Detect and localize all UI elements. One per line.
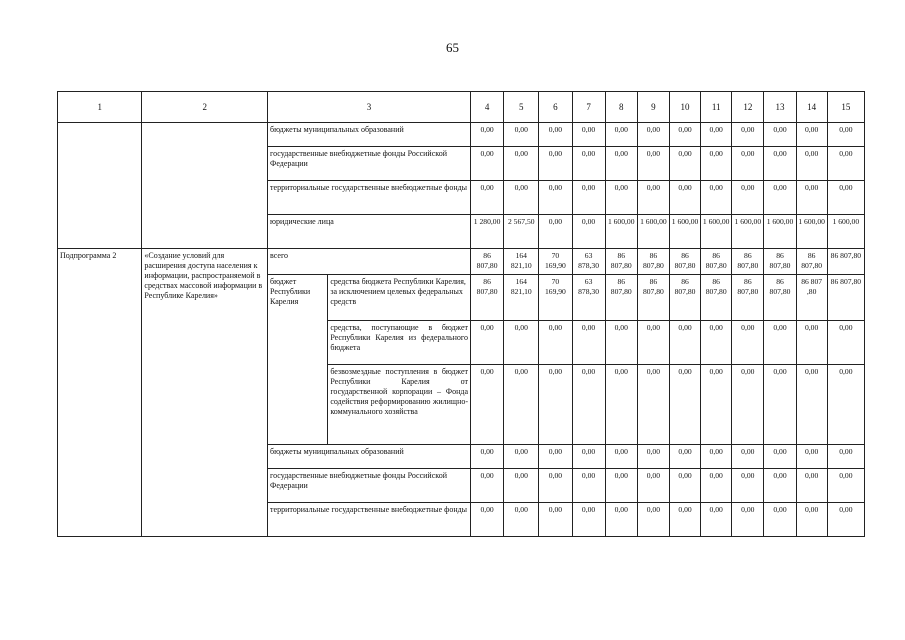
value-cell: 86 807,80: [764, 275, 796, 321]
value-cell: 86 807,80: [637, 275, 669, 321]
value-cell: 0,00: [539, 215, 572, 249]
value-cell: 0,00: [504, 123, 539, 147]
value-cell: 0,00: [471, 123, 504, 147]
value-cell: 0,00: [764, 181, 796, 215]
value-cell: 86 807,80: [471, 275, 504, 321]
value-cell: 86 807,80: [669, 249, 700, 275]
row-label: средства бюджета Республики Карелия, за исключением целевых федеральных средств: [328, 275, 471, 321]
value-cell: 0,00: [471, 365, 504, 445]
value-cell: 0,00: [471, 445, 504, 469]
value-cell: 0,00: [504, 365, 539, 445]
budget-table: [57, 91, 865, 537]
value-cell: 0,00: [764, 321, 796, 365]
value-cell: 0,00: [796, 365, 827, 445]
value-cell: 0,00: [796, 123, 827, 147]
header-cell: 3: [268, 92, 471, 123]
row-label: территориальные государственные внебюджетные фонды: [268, 503, 471, 537]
value-cell: 0,00: [827, 147, 864, 181]
value-cell: 0,00: [504, 321, 539, 365]
value-cell: 0,00: [572, 181, 605, 215]
value-cell: 86 807,80: [669, 275, 700, 321]
row-label: государственные внебюджетные фонды Российской Федерации: [268, 147, 471, 181]
value-cell: 0,00: [732, 321, 764, 365]
header-cell: 12: [732, 92, 764, 123]
value-cell: 0,00: [701, 365, 732, 445]
row-label: средства, поступающие в бюджет Республики Карелия из федерального бюджета: [328, 321, 471, 365]
value-cell: 0,00: [637, 321, 669, 365]
subprogram-name: «Создание условий для расширения доступа населения к информации, распространяемой в средствах массовой информации в Республике Карелия»: [142, 249, 268, 537]
value-cell: 0,00: [827, 123, 864, 147]
value-cell: 0,00: [764, 365, 796, 445]
value-cell: 0,00: [732, 147, 764, 181]
value-cell: 0,00: [504, 503, 539, 537]
value-cell: 0,00: [637, 503, 669, 537]
budget-group-label: бюджет Республики Карелия: [268, 275, 328, 445]
header-cell: 10: [669, 92, 700, 123]
value-cell: 86 807,80: [701, 275, 732, 321]
value-cell: 0,00: [572, 321, 605, 365]
value-cell: 86 807,80: [701, 249, 732, 275]
value-cell: 1 600,00: [796, 215, 827, 249]
row-label: территориальные государственные внебюджетные фонды: [268, 181, 471, 215]
value-cell: 86 807,80: [732, 275, 764, 321]
value-cell: 0,00: [732, 123, 764, 147]
row-label: бюджеты муниципальных образований: [268, 123, 471, 147]
value-cell: 0,00: [539, 503, 572, 537]
value-cell: 0,00: [504, 469, 539, 503]
value-cell: 86 807,80: [637, 249, 669, 275]
header-cell: 5: [504, 92, 539, 123]
value-cell: 1 600,00: [701, 215, 732, 249]
value-cell: 0,00: [605, 123, 637, 147]
subprogram-code: Подпрограмма 2: [58, 249, 142, 537]
value-cell: 0,00: [471, 503, 504, 537]
value-cell: 0,00: [669, 147, 700, 181]
value-cell: 86 807,80: [764, 249, 796, 275]
value-cell: 0,00: [637, 181, 669, 215]
value-cell: 0,00: [471, 147, 504, 181]
row-label: всего: [268, 249, 471, 275]
value-cell: 0,00: [605, 321, 637, 365]
value-cell: 0,00: [764, 147, 796, 181]
value-cell: 0,00: [827, 365, 864, 445]
header-cell: 15: [827, 92, 864, 123]
value-cell: 0,00: [637, 123, 669, 147]
value-cell: 0,00: [605, 147, 637, 181]
header-cell: 13: [764, 92, 796, 123]
value-cell: 0,00: [764, 503, 796, 537]
value-cell: 86 807,80: [471, 249, 504, 275]
page-number: 65: [446, 40, 459, 55]
value-cell: 0,00: [669, 181, 700, 215]
header-cell: 4: [471, 92, 504, 123]
value-cell: 0,00: [637, 365, 669, 445]
value-cell: 0,00: [796, 469, 827, 503]
empty-cell: [142, 123, 268, 249]
value-cell: 0,00: [539, 181, 572, 215]
value-cell: 0,00: [572, 123, 605, 147]
empty-cell: [58, 123, 142, 249]
value-cell: 63 878,30: [572, 249, 605, 275]
header-cell: 9: [637, 92, 669, 123]
value-cell: 0,00: [669, 503, 700, 537]
value-cell: 0,00: [504, 147, 539, 181]
value-cell: 0,00: [669, 445, 700, 469]
value-cell: 0,00: [732, 445, 764, 469]
value-cell: 0,00: [796, 445, 827, 469]
value-cell: 0,00: [701, 147, 732, 181]
header-row: [58, 92, 865, 123]
value-cell: 1 600,00: [669, 215, 700, 249]
value-cell: 0,00: [605, 365, 637, 445]
value-cell: 0,00: [637, 147, 669, 181]
value-cell: 63 878,30: [572, 275, 605, 321]
header-cell: 2: [142, 92, 268, 123]
value-cell: 0,00: [669, 365, 700, 445]
value-cell: 0,00: [572, 445, 605, 469]
value-cell: 164 821,10: [504, 275, 539, 321]
value-cell: 0,00: [732, 365, 764, 445]
value-cell: 0,00: [701, 503, 732, 537]
value-cell: 0,00: [701, 321, 732, 365]
value-cell: 0,00: [827, 181, 864, 215]
value-cell: 0,00: [572, 503, 605, 537]
value-cell: 0,00: [471, 469, 504, 503]
value-cell: 0,00: [539, 123, 572, 147]
value-cell: 70 169,90: [539, 249, 572, 275]
table-row: [58, 123, 865, 147]
value-cell: 2 567,50: [504, 215, 539, 249]
value-cell: 1 280,00: [471, 215, 504, 249]
value-cell: 0,00: [669, 321, 700, 365]
value-cell: 70 169,90: [539, 275, 572, 321]
value-cell: 0,00: [796, 147, 827, 181]
header-cell: 7: [572, 92, 605, 123]
value-cell: 0,00: [471, 321, 504, 365]
value-cell: 0,00: [539, 365, 572, 445]
value-cell: 0,00: [504, 181, 539, 215]
value-cell: 0,00: [827, 321, 864, 365]
row-label: государственные внебюджетные фонды Российской Федерации: [268, 469, 471, 503]
value-cell: 0,00: [504, 445, 539, 469]
value-cell: 0,00: [572, 365, 605, 445]
value-cell: 0,00: [572, 147, 605, 181]
table-row: [58, 249, 865, 275]
header-cell: 14: [796, 92, 827, 123]
value-cell: 0,00: [539, 147, 572, 181]
value-cell: 164 821,10: [504, 249, 539, 275]
value-cell: 86 807,80: [605, 249, 637, 275]
value-cell: 0,00: [572, 469, 605, 503]
value-cell: 0,00: [637, 445, 669, 469]
value-cell: 1 600,00: [827, 215, 864, 249]
value-cell: 0,00: [732, 469, 764, 503]
value-cell: 0,00: [539, 469, 572, 503]
value-cell: 0,00: [796, 321, 827, 365]
row-label: бюджеты муниципальных образований: [268, 445, 471, 469]
value-cell: 86 807,80: [796, 249, 827, 275]
value-cell: 0,00: [732, 181, 764, 215]
value-cell: 0,00: [572, 215, 605, 249]
value-cell: 0,00: [539, 445, 572, 469]
value-cell: 0,00: [605, 445, 637, 469]
value-cell: 0,00: [605, 503, 637, 537]
value-cell: 0,00: [732, 503, 764, 537]
value-cell: 0,00: [701, 445, 732, 469]
header-cell: 6: [539, 92, 572, 123]
value-cell: 0,00: [701, 123, 732, 147]
value-cell: 86 807,80: [827, 275, 864, 321]
value-cell: 1 600,00: [637, 215, 669, 249]
value-cell: 0,00: [796, 503, 827, 537]
value-cell: 0,00: [701, 181, 732, 215]
value-cell: 0,00: [827, 445, 864, 469]
value-cell: 0,00: [471, 181, 504, 215]
value-cell: 86 807,80: [827, 249, 864, 275]
value-cell: 0,00: [637, 469, 669, 503]
value-cell: 0,00: [539, 321, 572, 365]
value-cell: 86 807 ,80: [796, 275, 827, 321]
value-cell: 0,00: [764, 123, 796, 147]
row-label: юридические лица: [268, 215, 471, 249]
row-label: безвозмездные поступления в бюджет Республики Карелия от государственной корпорации – Фонда содействия реформированию жилищно-коммунального хозяйства: [328, 365, 471, 445]
value-cell: 0,00: [796, 181, 827, 215]
header-cell: 8: [605, 92, 637, 123]
value-cell: 0,00: [605, 469, 637, 503]
value-cell: 1 600,00: [764, 215, 796, 249]
header-cell: 1: [58, 92, 142, 123]
value-cell: 1 600,00: [732, 215, 764, 249]
value-cell: 86 807,80: [732, 249, 764, 275]
value-cell: 86 807,80: [605, 275, 637, 321]
value-cell: 0,00: [669, 469, 700, 503]
value-cell: 0,00: [827, 503, 864, 537]
value-cell: 0,00: [669, 123, 700, 147]
value-cell: 0,00: [827, 469, 864, 503]
value-cell: 1 600,00: [605, 215, 637, 249]
value-cell: 0,00: [605, 181, 637, 215]
value-cell: 0,00: [701, 469, 732, 503]
value-cell: 0,00: [764, 445, 796, 469]
header-cell: 11: [701, 92, 732, 123]
value-cell: 0,00: [764, 469, 796, 503]
